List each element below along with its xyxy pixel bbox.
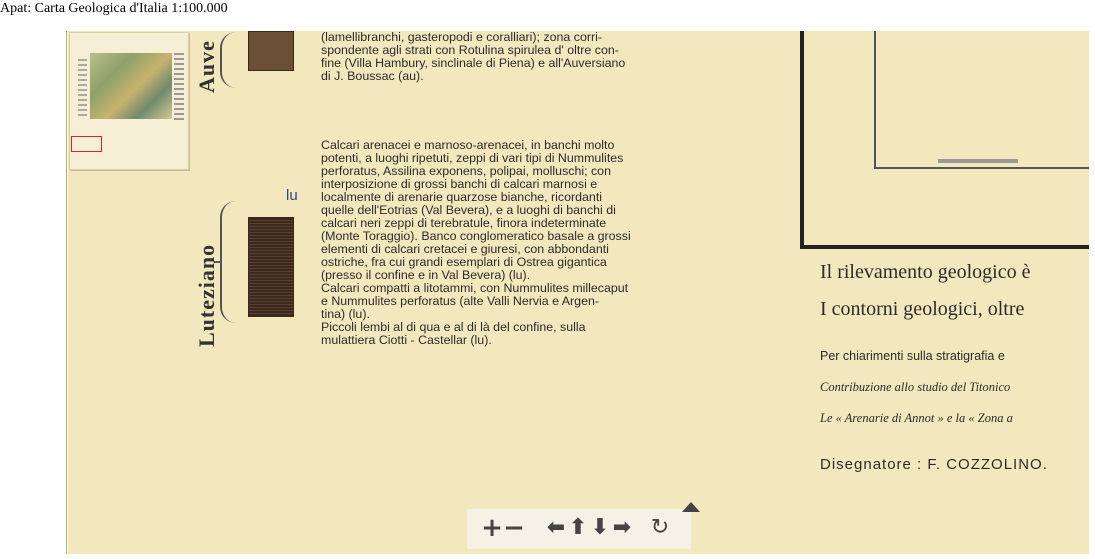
pan-up-icon[interactable]: ⬆ bbox=[568, 515, 588, 540]
thumbnail-map bbox=[90, 53, 172, 119]
map-viewer[interactable] bbox=[68, 31, 1089, 554]
frame-detail bbox=[938, 159, 1018, 163]
note-line-1: Il rilevamento geologico è bbox=[820, 261, 1031, 283]
legend-symbol-lu: lu bbox=[286, 187, 298, 204]
thumbnail-legend bbox=[174, 53, 184, 123]
viewer-bottom-border bbox=[66, 554, 1089, 559]
thumbnail-strip bbox=[78, 59, 87, 117]
legend-description-lu: Calcari arenacei e marnoso-arenacei, in banchi molto potenti, a luoghi ripetuti, zeppi di vari tipi di Nummulites perforatus, Assilina exponens, polipai, molluschi; con interposizione di grossi banchi di calcari marnosi e localmente di arenarie quarzose bianche, ricordanti quelle dell'Eotrias (Val Bevera), e a luoghi di banchi di calcari neri zeppi di terebratule, finora indeterminate (Monte Toraggio). Banco conglomeratico basale a grossi elementi di calcari cretacei e giuresi, con abbondanti ostriche, fra cui grandi esemplari di Ostrea gigantica (presso il confine e in Val Bevera) (lu). Calcari compatti a litotammi, con Nummulites millecaput e Nummulites perforatus (alte Valli Nervia e Argen- tina) (lu). Piccoli lembi al di qua e al di là del confine, sulla mulattiera Ciotti - Castellar (lu). bbox=[321, 138, 631, 347]
home-icon[interactable]: ↻ bbox=[650, 515, 670, 540]
draftsman-credit: Disegnatore : F. COZZOLINO. bbox=[820, 456, 1048, 473]
zoom-in-icon[interactable]: + bbox=[481, 513, 503, 543]
page-title: Apat: Carta Geologica d'Italia 1:100.000 bbox=[0, 1, 228, 16]
legend-swatch-lu bbox=[248, 217, 294, 317]
zoom-out-icon[interactable]: − bbox=[503, 513, 525, 543]
navigation-toolbar bbox=[467, 509, 691, 549]
era-label-luteziano: Luteziano bbox=[194, 243, 219, 347]
note-line-2: I contorni geologici, oltre bbox=[820, 298, 1025, 320]
pan-down-icon[interactable]: ⬇ bbox=[590, 515, 610, 540]
legend-description-au: (lamellibranchi, gasteropodi e coralliari); zona corri- spondente agli strati con Rotulina spirulea d' oltre con- fine (Villa Hambury, sinclinale di Piena) e all'Auversiano di J. Boussac (au). bbox=[321, 31, 626, 83]
note-line-3: Per chiarimenti sulla stratigrafia e bbox=[820, 349, 1005, 363]
toggle-navigator-icon[interactable] bbox=[682, 502, 700, 512]
pan-left-icon[interactable]: ⬅ bbox=[546, 515, 566, 540]
brace-bottom bbox=[220, 201, 236, 323]
viewport-indicator[interactable] bbox=[71, 136, 102, 152]
era-label-top: Auve bbox=[194, 40, 219, 93]
brace-top bbox=[220, 32, 236, 88]
legend-swatch-au bbox=[248, 31, 294, 71]
note-line-5: Le « Arenarie di Annot » e la « Zona a bbox=[820, 411, 1013, 425]
note-line-4: Contribuzione allo studio del Titonico bbox=[820, 380, 1011, 394]
frame-border bbox=[66, 31, 67, 559]
map-frame-inner bbox=[874, 31, 1089, 169]
pan-right-icon[interactable]: ➡ bbox=[612, 515, 632, 540]
overview-thumbnail[interactable] bbox=[69, 32, 189, 170]
